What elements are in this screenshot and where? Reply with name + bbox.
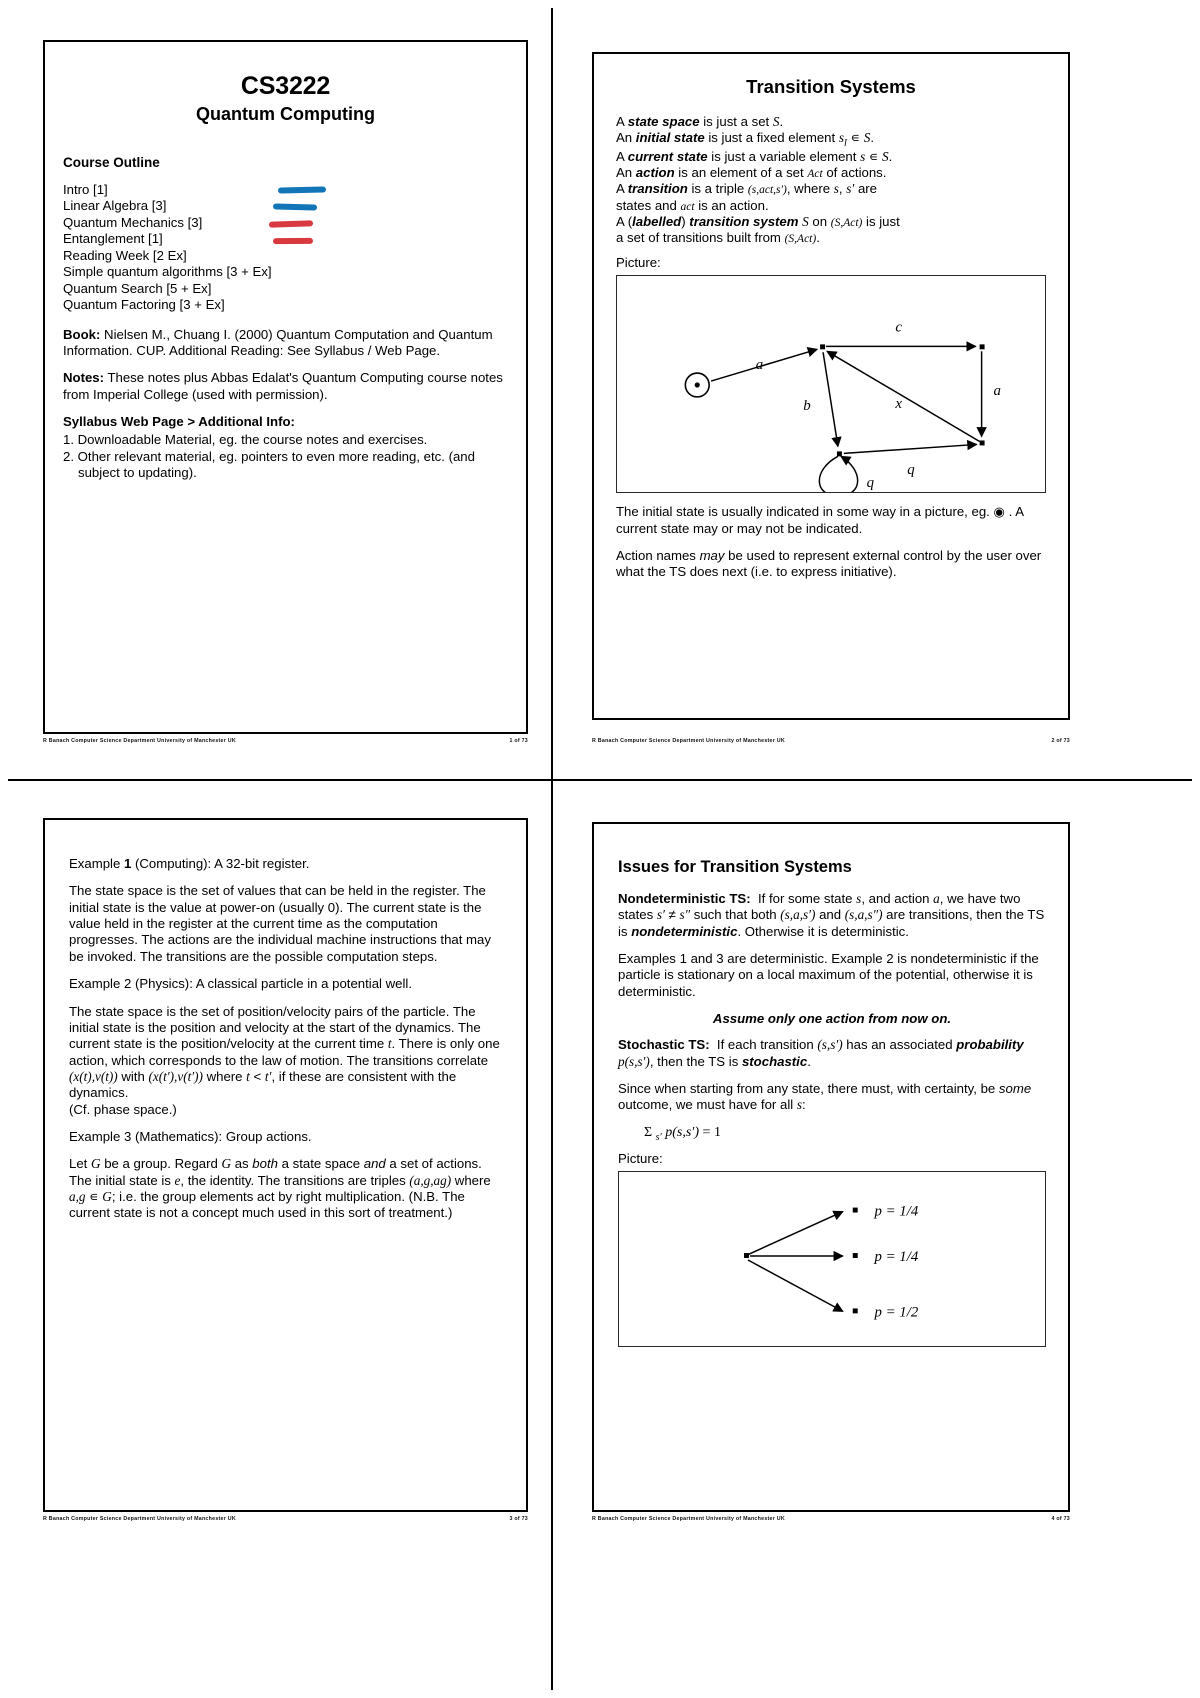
branch-label-1: p = 1/4 [874, 1203, 919, 1220]
outline-item: Intro [1] [63, 182, 108, 197]
footer-attribution: R Banach Computer Science Department University of Manchester UK [43, 1516, 236, 1522]
target-state-node [853, 1208, 858, 1213]
footer-attribution: R Banach Computer Science Department University of Manchester UK [592, 738, 785, 744]
transition-definitions [616, 114, 1046, 246]
outline-item: Entanglement [1] [63, 231, 163, 247]
stochastic-graph-svg [619, 1172, 1045, 1346]
target-state-node [853, 1309, 858, 1314]
edge-label-c: c [895, 319, 903, 336]
edge-b [823, 353, 838, 447]
book-label: Book: [63, 326, 101, 342]
certainty-block: Since when starting from any state, there must, with certainty, be some outcome, we must have for all s: [618, 1080, 1032, 1113]
edge-label-a2: a [993, 383, 1001, 400]
highlight-mark-blue-2 [273, 203, 317, 210]
book-paragraph [63, 327, 508, 360]
ts-graph-svg [617, 276, 1045, 492]
example-3-heading: Example 3 (Mathematics): Group actions. [69, 1129, 312, 1145]
notes-paragraph [63, 370, 508, 403]
definition-line: A state space is just a set S. [616, 114, 784, 129]
course-outline-list [63, 182, 508, 314]
initial-state-paragraph: The initial state is usually indicated in some way in a picture, eg. ◉ . A current state may or may not be indicated. [616, 504, 1024, 536]
outline-item: Quantum Factoring [3 + Ex] [63, 297, 225, 313]
action-names-paragraph: Action names may be used to represent external control by the user over what the TS does next (i.e. to express initiative). [616, 548, 1042, 580]
outline-item: Quantum Mechanics [3] [63, 214, 203, 230]
state-node [980, 441, 985, 446]
edge-x [827, 352, 980, 442]
book-text: Nielsen M., Chuang I. (2000) Quantum Computation and Quantum Information. CUP. Additional Reading: See Syllabus / Web Page. [63, 326, 493, 358]
example-2-block [69, 976, 504, 1118]
footer-page-number: 1 of 73 [509, 738, 528, 744]
example-1-block [69, 856, 504, 965]
footer-page-number: 4 of 73 [1051, 1516, 1070, 1522]
definition-line: states and act is an action. [616, 197, 769, 213]
assume-one-action-line: Assume only one action from now on. [712, 1011, 952, 1027]
slide4-title: Issues for Transition Systems [618, 858, 852, 876]
outline-item: Linear Algebra [3] [63, 198, 167, 214]
slide1-title-line1: CS3222 [240, 72, 331, 100]
definition-line: An initial state is just a fixed element $s_I$ ∊ S. [616, 130, 875, 148]
definition-line: A (labelled) transition system S on (S,Act) is just [616, 213, 900, 229]
edge-a-initial [711, 350, 817, 382]
state-node [820, 345, 825, 350]
notes-text: These notes plus Abbas Edalat's Quantum Computing course notes from Imperial College (used with permission). [63, 370, 503, 402]
slide-2-footer [592, 738, 1070, 744]
definition-line: a set of transitions built from (S,Act). [616, 230, 820, 246]
branch-edge-3 [748, 1260, 843, 1311]
branch-label-2: p = 1/4 [874, 1249, 919, 1266]
footer-attribution: R Banach Computer Science Department University of Manchester UK [592, 1516, 785, 1522]
state-node [837, 452, 842, 457]
example-2-body: The state space is the set of position/velocity pairs of the particle. The initial state is the position and velocity at the start of the dynamics. The current state is the position/velocity at the current time t. There is only one action, which corresponds to the law of motion. The transitions correlate (x(t),v(t)) with (x(t′),v(t′)) where t < t′, if these are consistent with the dynamics. (Cf. phase space.) [69, 1003, 500, 1117]
edge-label-x: x [895, 396, 903, 413]
slide1-title-line2: Quantum Computing [196, 104, 375, 124]
nondeterministic-block: Nondeterministic TS: If for some state s, and action a, we have two states s′ ≠ s″ such that both (s,a,s′) and (s,a,s″) are transitions, then the TS is nondeterministic. Otherwise it is deterministic. [618, 891, 1045, 939]
target-state-node [853, 1253, 858, 1258]
example-1-heading: Example 1 (Computing): A 32-bit register. [69, 856, 310, 871]
slide-4 [592, 822, 1070, 1512]
row-divider [8, 779, 1192, 781]
transition-system-diagram [616, 275, 1046, 493]
course-outline-heading: Course Outline [63, 155, 160, 170]
definition-line: An action is an element of a set Act of actions. [616, 165, 887, 181]
stochastic-block: Stochastic TS: If each transition (s,s′) has an associated probability p(s,s′), then the TS is stochastic. [618, 1037, 1024, 1069]
slide2-title: Transition Systems [746, 76, 916, 97]
outline-item: Reading Week [2 Ex] [63, 247, 187, 263]
picture-label: Picture: [618, 1151, 663, 1167]
footer-attribution: R Banach Computer Science Department University of Manchester UK [43, 738, 236, 744]
highlight-mark-red-2 [273, 238, 313, 244]
edge-label-q: q [907, 462, 915, 479]
nondeterministic-label: Nondeterministic TS: [618, 891, 751, 906]
notes-label: Notes: [63, 370, 105, 386]
edge-label-a: a [755, 357, 764, 374]
syllabus-block [63, 414, 508, 481]
slide-3 [43, 818, 528, 1512]
branch-label-3: p = 1/2 [874, 1304, 919, 1321]
edge-q-right [844, 445, 977, 454]
footer-page-number: 2 of 73 [1051, 738, 1070, 744]
initial-state-dot [695, 383, 700, 388]
slide-1-footer [43, 738, 528, 744]
example-1-body: The state space is the set of values that can be held in the register. The initial state is the value at power-on (usually 0). The current state is the value held in the register at the current time as the computation progresses. The actions are the individual machine instructions that may be invoked. The transitions are the possible computation steps. [69, 883, 491, 964]
example-3-body: Let G be a group. Regard G as both a state space and a set of actions. The initial state is e, the identity. The transitions are triples (a,g,ag) where a,g ∊ G; i.e. the group elements act by right multiplication. (N.B. The current state is not a concept much used in this sort of treatment.) [69, 1156, 491, 1221]
stochastic-label: Stochastic TS: [618, 1037, 710, 1053]
edge-q-selfloop [819, 457, 857, 493]
examples-determinism-block [618, 951, 1046, 1000]
outline-item: Quantum Search [5 + Ex] [63, 280, 212, 296]
stochastic-diagram [618, 1171, 1046, 1347]
state-node [980, 345, 985, 350]
definition-line: A current state is just a variable element s ∊ S. [616, 148, 893, 164]
example-3-block [69, 1129, 504, 1222]
sum-equation: Σ $_{s'}$ p(s,s′) = 1 [644, 1124, 721, 1143]
syllabus-list [63, 432, 508, 481]
column-divider [551, 8, 553, 1690]
slide-1 [43, 40, 528, 734]
example-2-heading: Example 2 (Physics): A classical particle in a potential well. [69, 976, 413, 992]
picture-label: Picture: [616, 255, 661, 271]
definition-line: A transition is a triple (s,act,s′), where s, s′ are [616, 181, 878, 197]
examples-determinism-text: Examples 1 and 3 are deterministic. Example 2 is nondeterministic if the particle is stationary on a local maximum of the potential, otherwise it is deterministic. [618, 951, 1039, 999]
slide-4-footer [592, 1516, 1070, 1522]
outline-item: Simple quantum algorithms [3 + Ex] [63, 264, 272, 280]
slide-2 [592, 52, 1070, 720]
footer-page-number: 3 of 73 [509, 1516, 528, 1522]
slide-3-footer [43, 1516, 528, 1522]
syllabus-item: 2. Other relevant material, eg. pointers to even more reading, etc. (and subject to updating). [63, 448, 475, 481]
edge-label-q2: q [866, 475, 875, 492]
syllabus-heading: Syllabus Web Page > Additional Info: [63, 413, 295, 429]
syllabus-item: 1. Downloadable Material, eg. the course notes and exercises. [63, 432, 428, 448]
branch-edge-1 [747, 1212, 843, 1256]
edge-label-b: b [803, 398, 811, 415]
highlight-mark-blue-1 [278, 186, 326, 193]
